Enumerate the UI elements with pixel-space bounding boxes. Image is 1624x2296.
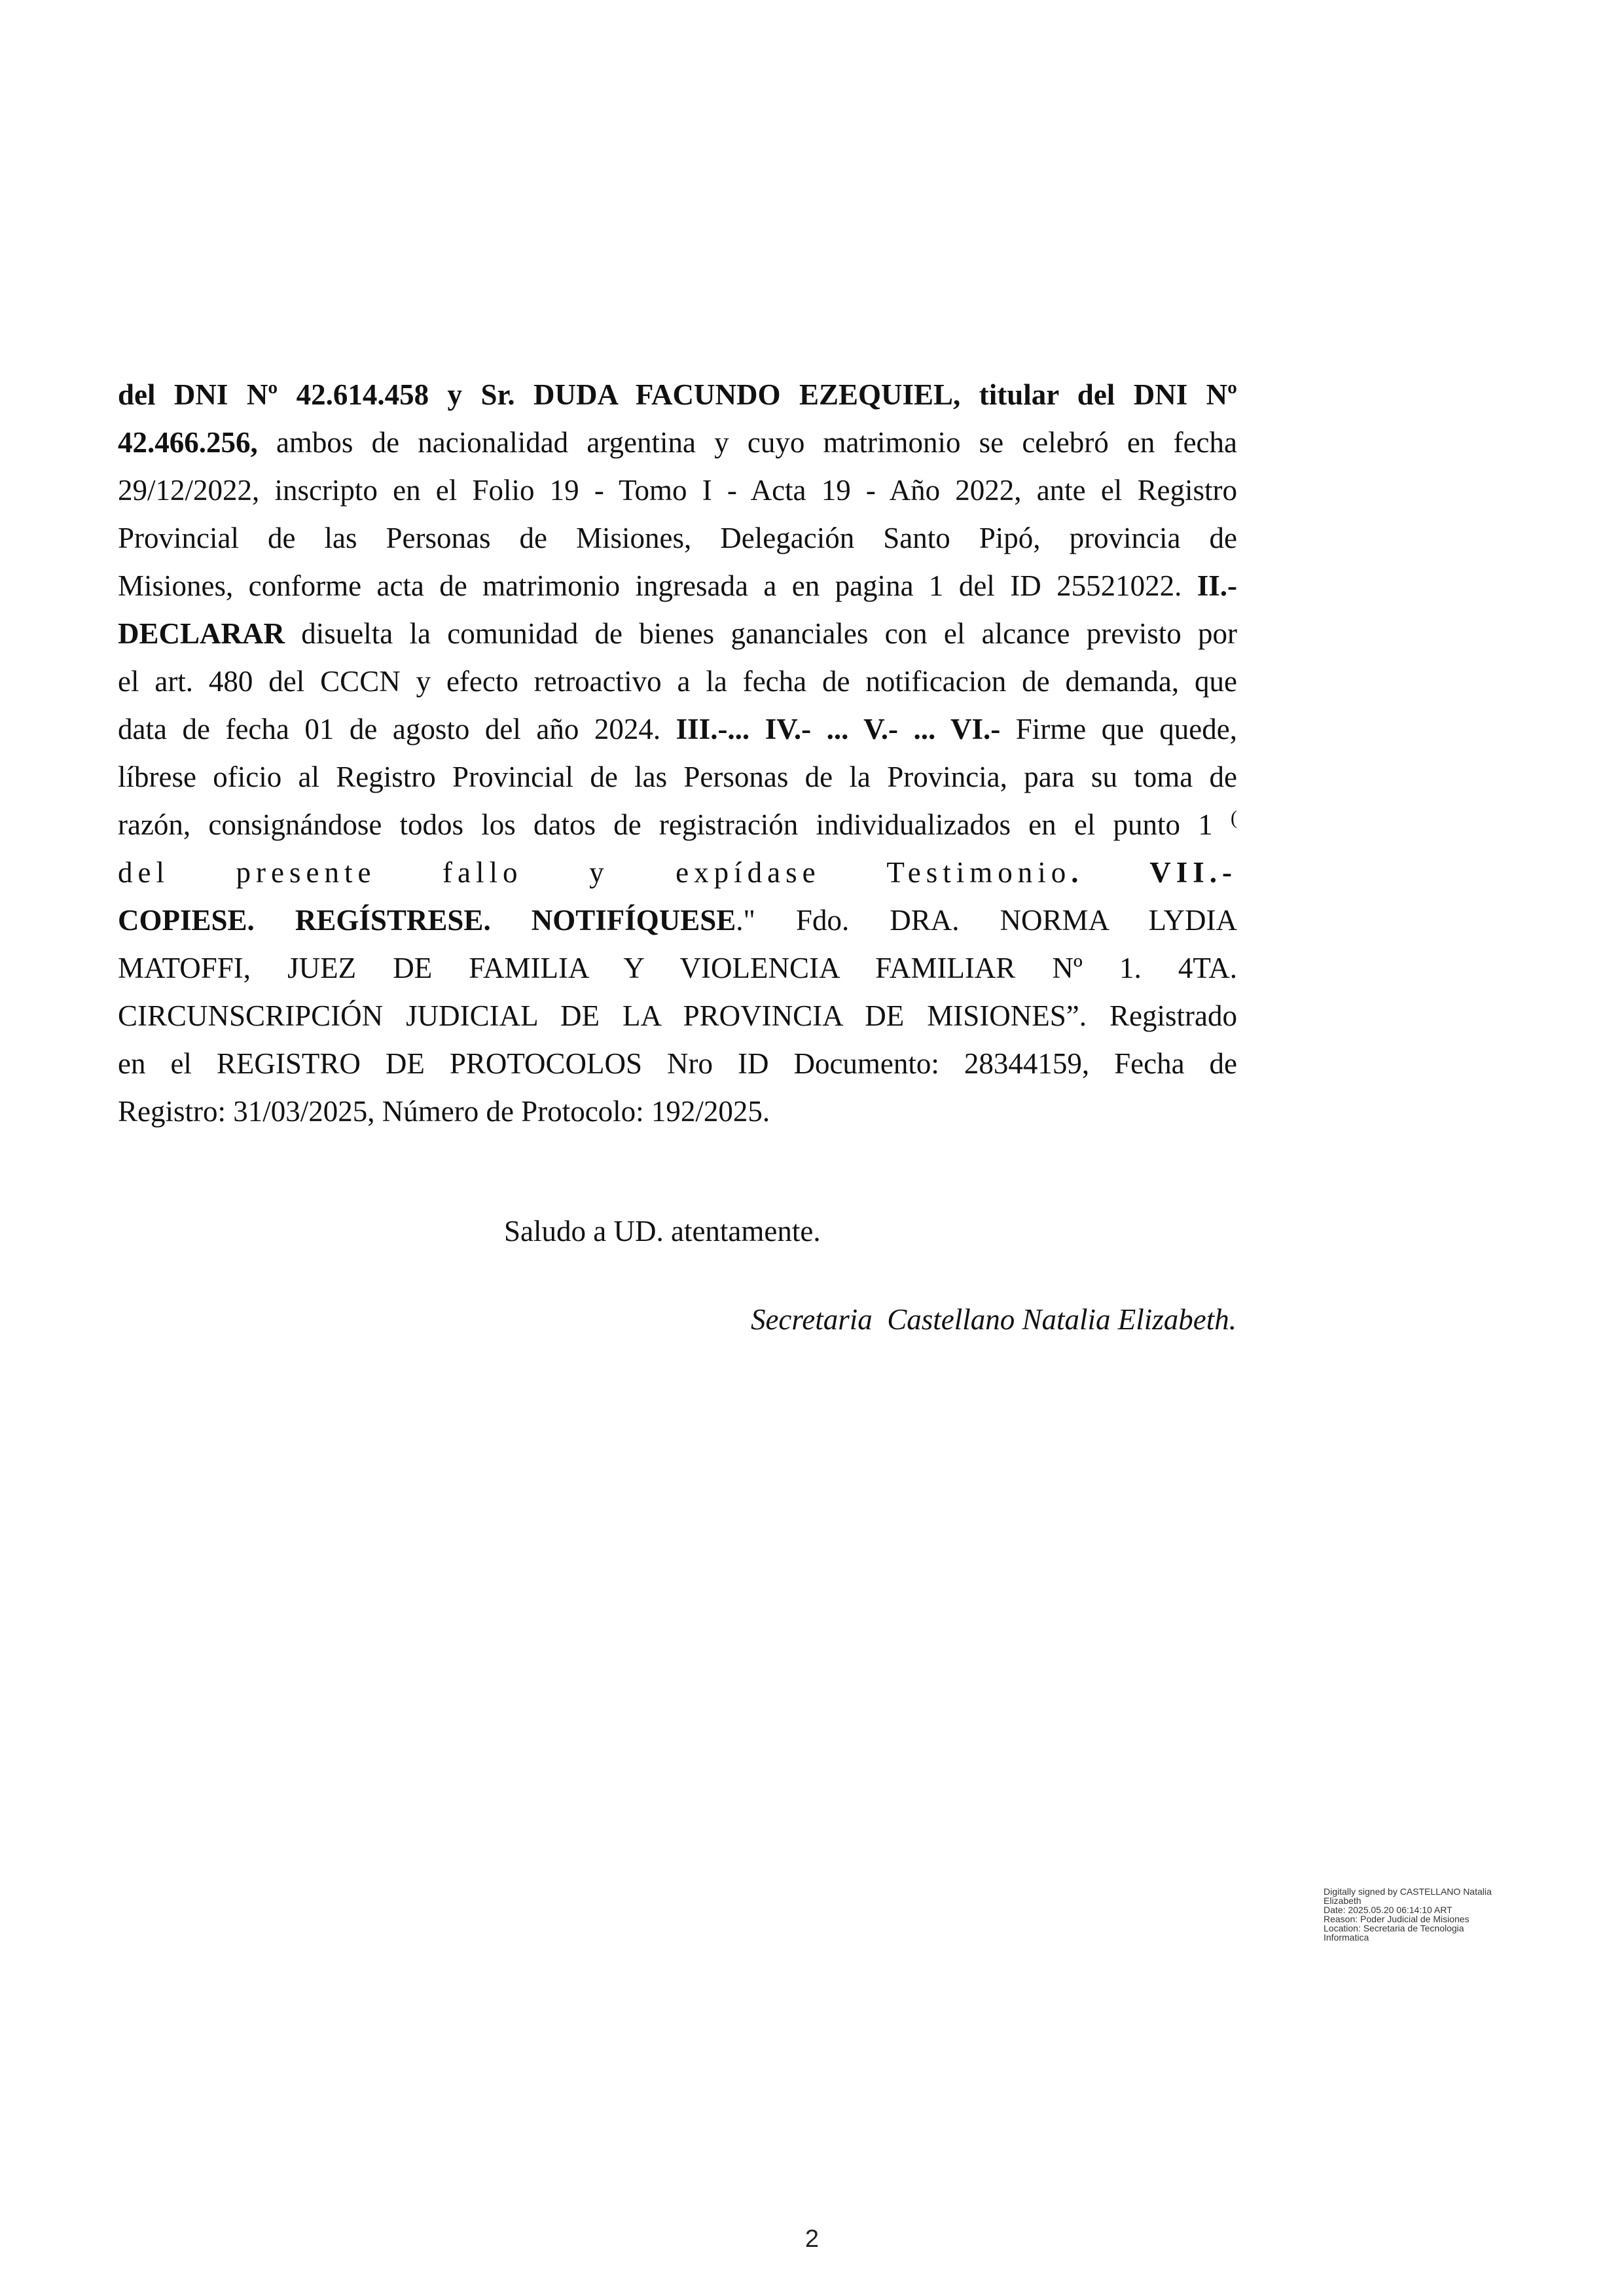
digital-signature-stamp bbox=[1324, 1887, 1546, 1942]
text-line: 29/12/2022, inscripto en el Folio 19 - Tomo I - Acta 19 - Año 2022, ante el Registro bbox=[118, 474, 1237, 507]
signature-stamp-line: Digitally signed by CASTELLANO Natalia bbox=[1324, 1886, 1492, 1897]
text-line: Provincial de las Personas de Misiones, Delegación Santo Pipó, provincia de bbox=[118, 522, 1237, 554]
text-line: en el REGISTRO DE PROTOCOLOS Nro ID Documento: 28344159, Fecha de bbox=[118, 1047, 1237, 1080]
text-line: 42.466.256, ambos de nacionalidad argentina y cuyo matrimonio se celebró en fecha bbox=[118, 426, 1237, 459]
text-line: líbrese oficio al Registro Provincial de las Personas de la Provincia, para su toma de bbox=[118, 761, 1237, 793]
text-line: DECLARAR disuelta la comunidad de bienes gananciales con el alcance previsto por bbox=[118, 617, 1237, 650]
text-line: razón, consignándose todos los datos de registración individualizados en el punto 1 ( bbox=[118, 807, 1237, 841]
text-line: data de fecha 01 de agosto del año 2024. III.-... IV.- ... V.- ... VI.- Firme que quede, bbox=[118, 713, 1237, 745]
body-text bbox=[118, 371, 1237, 1136]
text-line: del DNI Nº 42.614.458 y Sr. DUDA FACUNDO EZEQUIEL, titular del DNI Nº bbox=[118, 378, 1237, 411]
stray-parenthesis: ( bbox=[1231, 807, 1237, 829]
text-line: del presente fallo y expídase Testimonio. VII.- bbox=[118, 856, 1237, 889]
signature-stamp-line: Reason: Poder Judicial de Misiones bbox=[1324, 1914, 1470, 1924]
signature-line: Secretaria Castellano Natalia Elizabeth. bbox=[750, 1303, 1236, 1336]
closing-salutation: Saludo a UD. atentamente. bbox=[504, 1215, 821, 1247]
signature-stamp-line: Elizabeth bbox=[1324, 1895, 1362, 1906]
text-line: el art. 480 del CCCN y efecto retroactivo a la fecha de notificacion de demanda, que bbox=[118, 665, 1237, 698]
page-number: 2 bbox=[804, 2225, 820, 2253]
text-line: Registro: 31/03/2025, Número de Protocolo: 192/2025. bbox=[118, 1095, 770, 1128]
text-line: COPIESE. REGÍSTRESE. NOTIFÍQUESE." Fdo. DRA. NORMA LYDIA bbox=[118, 904, 1238, 937]
text-line: Misiones, conforme acta de matrimonio ingresada a en pagina 1 del ID 25521022. II.- bbox=[118, 569, 1237, 602]
signature-stamp-line: Informatica bbox=[1324, 1932, 1369, 1943]
text-line: CIRCUNSCRIPCIÓN JUDICIAL DE LA PROVINCIA DE MISIONES”. Registrado bbox=[118, 999, 1237, 1032]
signature-stamp-line: Location: Secretaria de Tecnologia bbox=[1324, 1923, 1464, 1933]
text-line: MATOFFI, JUEZ DE FAMILIA Y VIOLENCIA FAMILIAR Nº 1. 4TA. bbox=[118, 952, 1237, 984]
signature-stamp-line: Date: 2025.05.20 06:14:10 ART bbox=[1324, 1905, 1453, 1915]
